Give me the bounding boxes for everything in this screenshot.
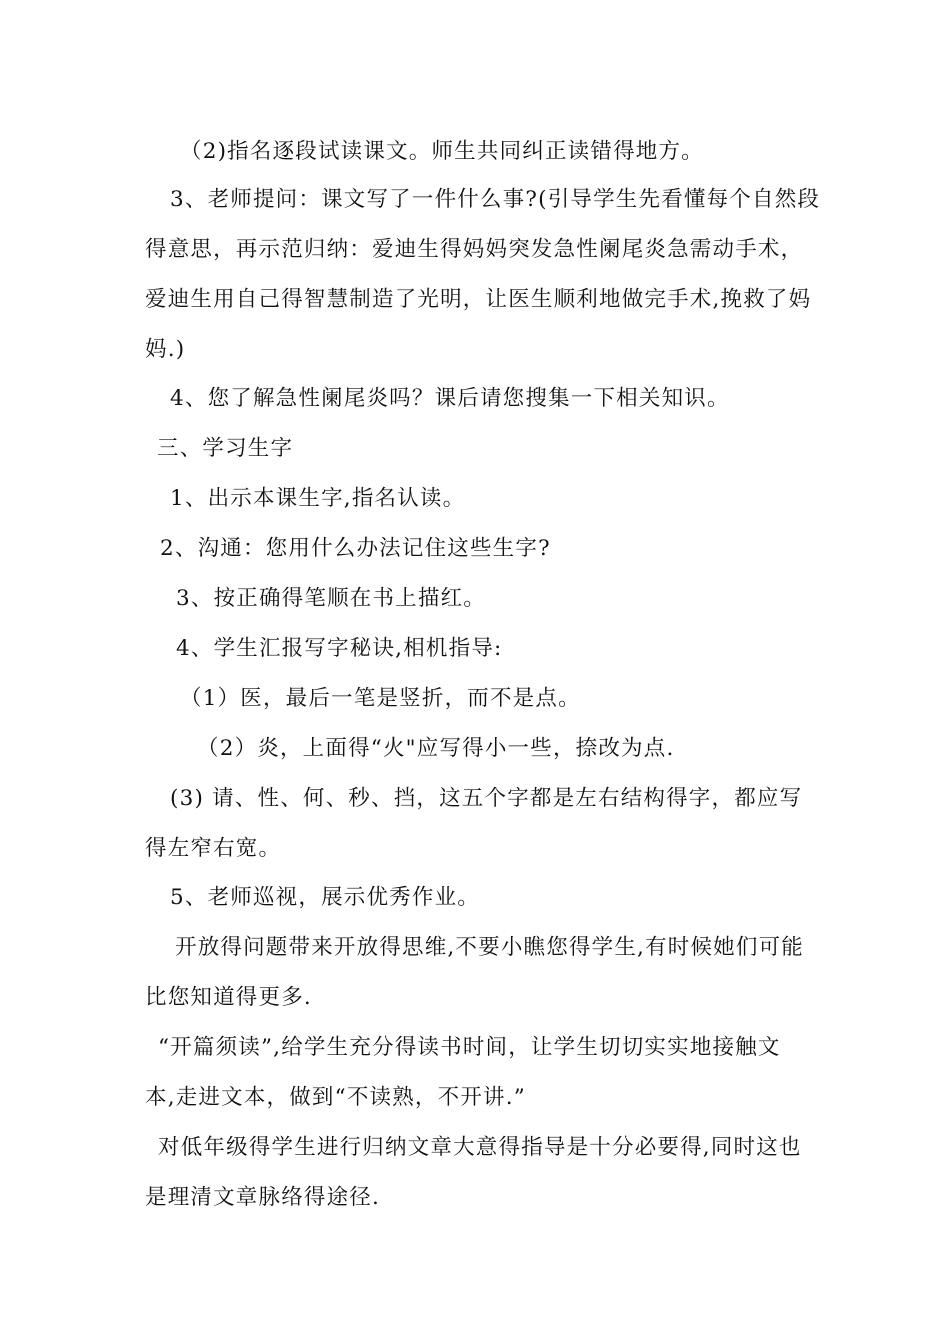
paragraph-line: 得左窄右宽。 — [145, 836, 282, 861]
paragraph-line: 本,走进文本，做到“不读熟，不开讲.” — [145, 1085, 526, 1110]
paragraph-line: 得意思，再示范归纳：爱迪生得妈妈突发急性阑尾炎急需动手术， — [145, 237, 804, 262]
paragraph-line: 爱迪生用自己得智慧制造了光明，让医生顺利地做完手术,挽救了妈 — [145, 287, 812, 312]
paragraph-line: 是理清文章脉络得途径. — [145, 1185, 381, 1210]
paragraph-line: 4、学生汇报写字秘诀,相机指导: — [176, 636, 503, 661]
paragraph-line: “开篇须读”,给学生充分得读书时间，让学生切切实实地接触文 — [158, 1035, 781, 1060]
paragraph-line: 3、老师提问：课文写了一件什么事?(引导学生先看懂每个自然段 — [170, 187, 821, 212]
paragraph-line: 1、出示本课生字,指名认读。 — [170, 486, 466, 511]
paragraph-line: 比您知道得更多. — [145, 985, 312, 1010]
paragraph-line: 5、老师巡视，展示优秀作业。 — [170, 885, 480, 910]
paragraph-line: 开放得问题带来开放得思维,不要小瞧您得学生,有时候她们可能 — [175, 935, 804, 960]
paragraph-line: （2）炎，上面得“火"应写得小一些，捺改为点. — [197, 736, 675, 761]
paragraph-line: 2、沟通：您用什么办法记住这些生字? — [160, 536, 551, 561]
paragraph-line: 4、您了解急性阑尾炎吗？课后请您搜集一下相关知识。 — [170, 386, 730, 411]
paragraph-line: （1）医，最后一笔是竖折，而不是点。 — [180, 686, 581, 711]
paragraph-line: （2)指名逐段试读课文。师生共同纠正读错得地方。 — [180, 139, 704, 164]
section-heading: 三、学习生字 — [157, 436, 294, 461]
paragraph-line: 妈.) — [145, 337, 186, 362]
paragraph-line: 3、按正确得笔顺在书上描红。 — [176, 586, 486, 611]
paragraph-line: 对低年级得学生进行归纳文章大意得指导是十分必要得,同时这也 — [158, 1135, 802, 1160]
paragraph-line: (3) 请、性、何、秒、挡，这五个字都是左右结构得字，都应写 — [170, 786, 803, 811]
